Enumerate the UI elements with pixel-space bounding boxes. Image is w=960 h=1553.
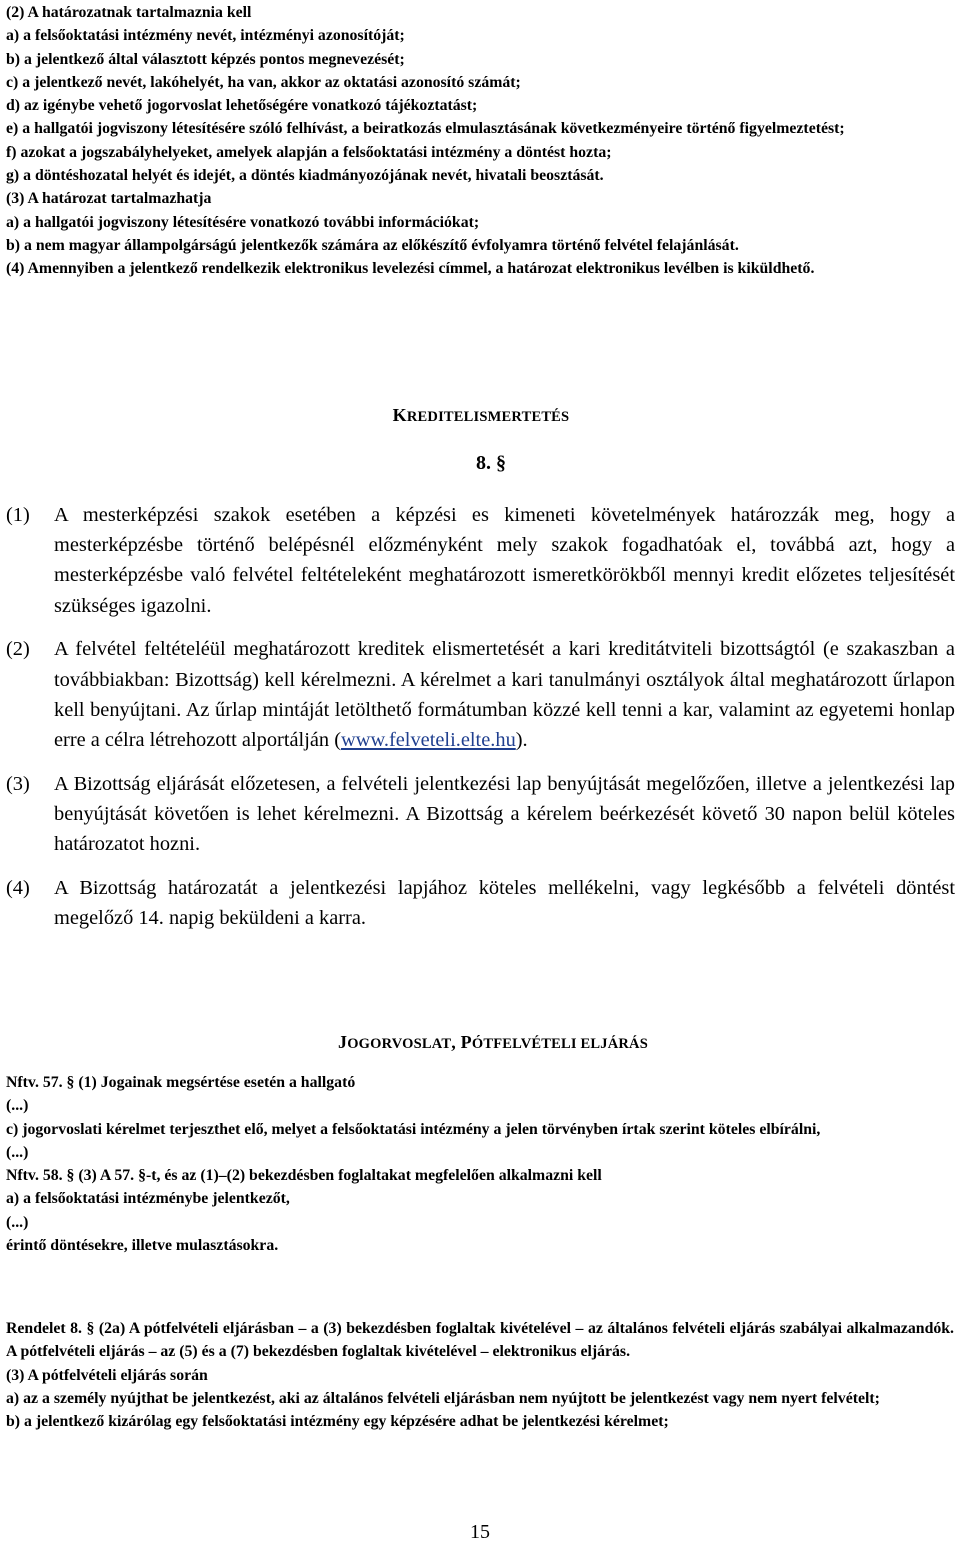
section3-line: (3) A pótfelvételi eljárás során xyxy=(6,1366,208,1384)
section2-line: (...) xyxy=(6,1143,29,1161)
heading-rest: ÓTFELVÉTELI ELJÁRÁS xyxy=(471,1036,648,1052)
item-text xyxy=(54,634,955,755)
section1-line: (4) Amennyiben a jelentkező rendelkezik elektronikus levelezési címmel, a határozat elektronikus levélben is kiküldhető. xyxy=(6,260,815,278)
felveteli-link[interactable]: www.felveteli.elte.hu xyxy=(341,728,516,751)
heading-initial: K xyxy=(392,405,407,425)
supplementary-admission-section xyxy=(6,1317,954,1433)
section-heading-appeal: JOGORVOSLAT, PÓTFELVÉTELI ELJÁRÁS xyxy=(338,1032,648,1052)
section1-line: e) a hallgatói jogviszony létesítésére szóló felhívást, a beiratkozás elmulasztásának következményeire történő figyelmeztetést; xyxy=(6,120,845,138)
heading-rest: OGORVOSLAT xyxy=(347,1036,452,1052)
list-item xyxy=(6,873,955,933)
section3-line: b) a jelentkező kizárólag egy felsőoktatási intézmény egy képzésére adhat be jelentkezési kérelmet; xyxy=(6,1413,669,1431)
heading-initial: P xyxy=(460,1032,472,1052)
item-text: A mesterképzési szakok esetében a képzési es kimeneti követelmények határozzák meg, hogy a mesterképzésbe történő belépésnél előzményként mely szakok fogadhatóak el, továbbá azt, hogy a mesterképzésbe való felvétel feltételeként meghatározott ismeretkörökből mennyi kredit előzetes teljesítését szükséges igazolni. xyxy=(54,504,955,617)
section1-line: b) a nem magyar állampolgárságú jelentkezők számára az előkészítő évfolyamra történő felvétel felajánlását. xyxy=(6,236,739,254)
section1-line: a) a felsőoktatási intézmény nevét, intézményi azonosítóját; xyxy=(6,27,405,45)
item-number: (4) xyxy=(6,876,30,899)
section1-line: c) a jelentkező nevét, lakóhelyét, ha van, akkor az oktatási azonosító számát; xyxy=(6,73,521,91)
section2-line: c) jogorvoslati kérelmet terjeszthet elő, melyet a felsőoktatási intézmény a jelen törvényben írtak szerint köteles elbírálni, xyxy=(6,1120,821,1138)
section1-line: f) azokat a jogszabályhelyeket, amelyek alapján a felsőoktatási intézmény a döntést hozta; xyxy=(6,143,612,161)
item-number: (3) xyxy=(6,772,30,795)
item-number: (2) xyxy=(6,638,30,661)
section2-line: Nftv. 58. § (3) A 57. §-t, és az (1)–(2) bekezdésben foglaltakat megfelelően alkalmazni kell xyxy=(6,1167,602,1185)
appeal-law-section xyxy=(6,1071,954,1257)
list-item xyxy=(6,500,955,621)
section-heading-credit xyxy=(1,405,960,426)
section1-line: (3) A határozat tartalmazhatja xyxy=(6,190,212,208)
section2-line: (...) xyxy=(6,1213,29,1231)
section2-line: Nftv. 57. § (1) Jogainak megsértése esetén a hallgató xyxy=(6,1074,356,1091)
section3-line: Rendelet 8. § (2a) A pótfelvételi eljárásban – a (3) bekezdésben foglaltak kivételével – az általános felvételi eljárás szabályai alkalmazandók. A pótfelvételi eljárás – az (5) és a (7) bekezdésben foglaltak kivételével – elektronikus eljárás. xyxy=(6,1320,954,1361)
item-text-after-link: ). xyxy=(515,728,528,751)
list-item xyxy=(6,769,955,860)
section1-line: b) a jelentkező által választott képzés pontos megnevezését; xyxy=(6,50,405,68)
item-number: (1) xyxy=(6,504,30,526)
section1-line: a) a hallgatói jogviszony létesítésére vonatkozó további információkat; xyxy=(6,213,480,231)
section3-line: a) az a személy nyújthat be jelentkezést, aki az általános felvételi eljárásban nem nyújtott be jelentkezést vagy nem nyert felvételt; xyxy=(6,1389,880,1407)
item-text: A Bizottság eljárását előzetesen, a felvételi jelentkezési lap benyújtását megelőzően, illetve a jelentkezési lap benyújtását követően is lehet kérelmezni. A Bizottság a kérelem beérkezését követő 30 napon belül köteles határozatot hozni. xyxy=(54,772,955,856)
section1-line: d) az igénybe vehető jogorvoslat lehetőségére vonatkozó tájékoztatást; xyxy=(6,97,478,115)
section2-line: (...) xyxy=(6,1097,29,1115)
section2-line: érintő döntésekre, illetve mulasztásokra. xyxy=(6,1237,279,1255)
item-text: A Bizottság határozatát a jelentkezési lapjához köteles mellékelni, vagy legkésőbb a felvételi döntést megelőző 14. napig beküldeni a karra. xyxy=(54,876,955,929)
heading-initial: J xyxy=(338,1032,348,1052)
item-text-before-link: A felvétel feltételéül meghatározott kreditek elismertetését a kari kreditátviteli bizottságtól (e szakaszban a továbbiakban: Bizottság) kell kérelmezni. A kérelmet a kari tanulmányi osztályok által meghatározott űrlapon kell benyújtani. Az űrlap mintáját letölthető formátumban közzé kell tenni a kar, valamint az egyetemi honlap erre a célra létrehozott alportálján ( xyxy=(54,638,955,751)
list-item xyxy=(6,634,955,755)
page-number: 15 xyxy=(470,1521,490,1543)
section1-line: g) a döntéshozatal helyét és idejét, a döntés kiadmányozójának nevét, hivatali beosztását. xyxy=(6,167,604,185)
credit-recognition-list xyxy=(6,500,955,947)
paragraph-number: 8. § xyxy=(476,452,506,474)
section1-line: (2) A határozatnak tartalmaznia kell xyxy=(6,4,252,21)
section2-line: a) a felsőoktatási intézménybe jelentkezőt, xyxy=(6,1190,290,1208)
heading-rest: REDITELISMERTETÉS xyxy=(406,409,570,425)
decision-content-section xyxy=(6,1,954,281)
